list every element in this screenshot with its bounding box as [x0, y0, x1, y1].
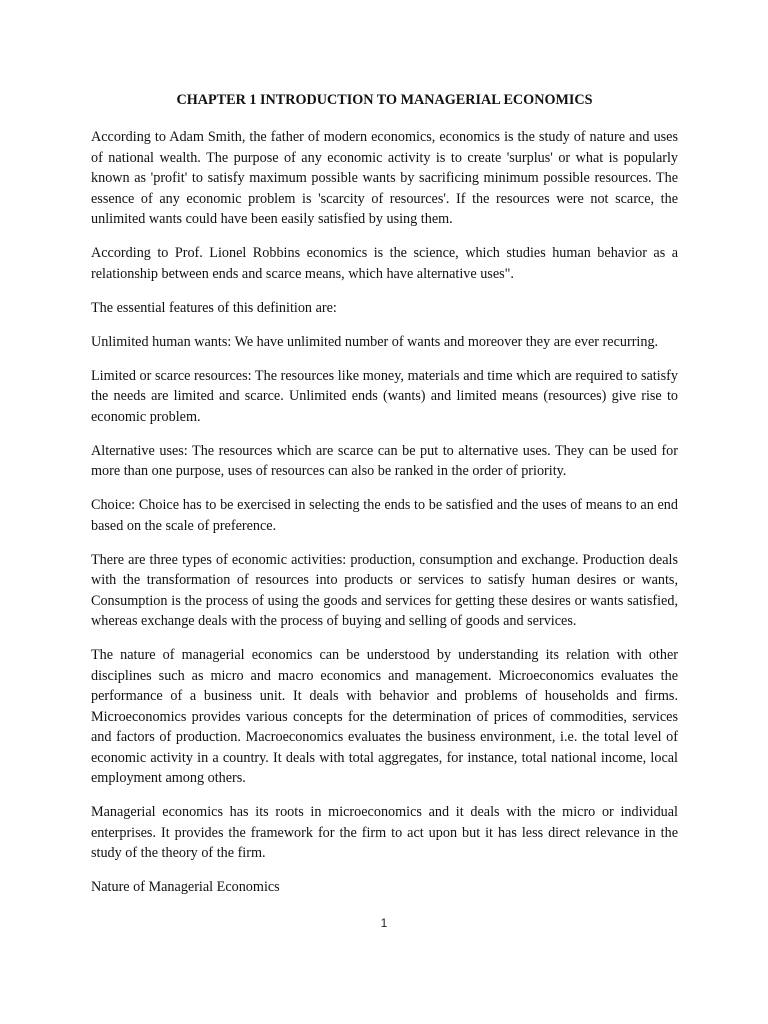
chapter-title: CHAPTER 1 INTRODUCTION TO MANAGERIAL ECONOMICS [176, 92, 593, 108]
paragraph-microeconomics-roots: Managerial economics has its roots in microeconomics and it deals with the micro or individual enterprises. It provides the framework for the firm to act upon but it has less direct relevance in the study of the theory of the firm. [91, 804, 678, 861]
paragraph-choice: Choice: Choice has to be exercised in selecting the ends to be satisfied and the uses of means to an end based on the scale of preference. [91, 497, 678, 534]
page-number: 1 [380, 916, 388, 930]
paragraph-robbins: According to Prof. Lionel Robbins economics is the science, which studies human behavior as a relationship between ends and scarce means, which have alternative uses". [91, 245, 678, 282]
paragraph-economic-activities: There are three types of economic activities: production, consumption and exchange. Production deals with the transformation of resources into products or services to satisfy human desires or wants, Consumption is the process of using the goods and services for getting these desires or wants satisfied, whereas exchange deals with the process of buying and selling of goods and services. [91, 551, 678, 629]
paragraph-nature-relation: The nature of managerial economics can be understood by understanding its relation with other disciplines such as micro and macro economics and management. Microeconomics evaluates the performance of a business unit. It deals with behavior and problems of households and firms. Microeconomics provides various concepts for the determination of prices of commodities, services and factors of production. Macroeconomics evaluates the business environment, i.e. the total level of economic activity in a country. It deals with total aggregates, for instance, total national income, local employment among others. [91, 647, 678, 786]
paragraph-alternative-uses: Alternative uses: The resources which are scarce can be put to alternative uses. They can be used for more than one purpose, uses of resources can also be ranked in the order of priority. [91, 442, 678, 479]
paragraph-scarce-resources: Limited or scarce resources: The resources like money, materials and time which are required to satisfy the needs are limited and scarce. Unlimited ends (wants) and limited means (resources) give rise to economic problem. [91, 367, 678, 425]
paragraph-unlimited-wants: Unlimited human wants: We have unlimited number of wants and moreover they are ever recurring. [91, 333, 659, 350]
paragraph-essential-features: The essential features of this definition are: [91, 299, 337, 316]
section-heading-nature: Nature of Managerial Economics [91, 879, 280, 895]
page-content [91, 90, 678, 898]
paragraph-adam-smith: According to Adam Smith, the father of modern economics, economics is the study of nature and uses of national wealth. The purpose of any economic activity is to create 'surplus' or what is popularly known as 'profit' to satisfy maximum possible wants by sacrificing minimum possible resources. The essence of any economic problem is 'scarcity of resources'. If the resources were not scarce, the unlimited wants could have been easily satisfied by using them. [91, 129, 678, 227]
